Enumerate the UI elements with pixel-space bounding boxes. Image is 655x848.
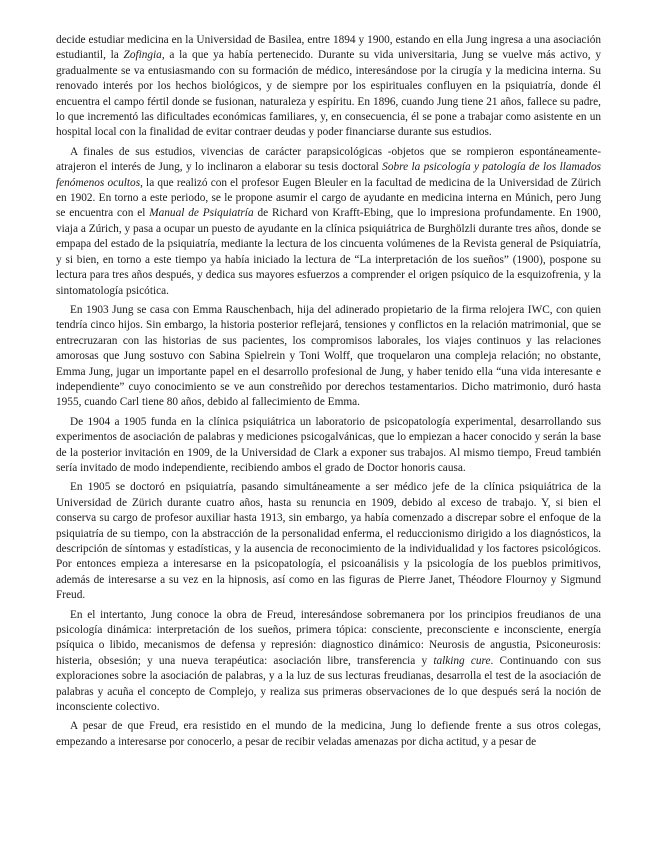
paragraph-3 [56, 303, 601, 411]
paragraph-6 [56, 608, 601, 716]
italic-segment: Zofingia [123, 49, 162, 62]
text-segment: decide estudiar medicina en la Universidad de Basilea, entre 1894 y 1900, estando en ella Jung ingresa a una asociación estudiantil, la [56, 34, 601, 62]
italic-segment: talking cure [433, 654, 491, 667]
text-segment: En el intertanto, Jung conoce la obra de Freud, interesándose sobremanera por los principios freudianos de una psicología dinámica: interpretación de los sueños, primera tópica: consciente, preconsciente e inconsciente, energía psíquica o libido, mecanismos de defensa y represión: diagnostico dinámico: Neurosis de angustia, Psiconeurosis: histeria, obsesión; y una nueva terapéutica: asociación libre, transferencia y [56, 608, 601, 667]
italic-segment: Manual de Psiquiatría [149, 207, 254, 220]
paragraph-1 [56, 33, 601, 141]
italic-segment: Sobre la psicología y patología de los llamados fenómenos ocultos [56, 161, 602, 189]
text-segment: , a la que ya había pertenecido. Durante su vida universitaria, Jung se vuelve más activo, y gradualmente se va entusiasmando con su formación de médico, interesándose por la cirugía y la medicina interna. Su renovado interés por los hechos biológicos, y de siempre por los espirituales confluyen en la psiquiatría, donde él encuentra el campo fértil donde se fusionan, naturaleza y espíritu. En 1896, cuando Jung tiene 21 años, fallece su padre, lo que incrementó las dificultades económicas familiares, y, en consecuencia, él se pone a trabajar como asistente en un hospital local con la finalidad de evitar contraer deudas y poder financiarse durante sus estudios. [56, 49, 601, 139]
text-segment: , la que realizó con el profesor Eugen Bleuler en la facultad de medicina de la Universidad de Zürich en 1902. En torno a este periodo, se le propone asumir el cargo de ayudante en medicina interna en Múnich, pero Jung se encuentra con el [56, 176, 601, 220]
text-segment: En 1905 se doctoró en psiquiatría, pasando simultáneamente a ser médico jefe de la clínica psiquiátrica de la Universidad de Zürich durante cuatro años, hasta su renuncia en 1909, debido al exceso de trabajo. Y, si bien el conserva su cargo de profesor auxiliar hasta 1913, sin embargo, ya había comenzado a discrepar sobre el enfoque de la psiquiatría de su tiempo, con la abstracción de la personalidad enferma, el reduccionismo dirigido a los diagnósticos, la descripción de síntomas y estadísticas, y la ausencia de reconocimiento de la individualidad y los factores psicológicos. Por entonces empieza a interesarse en la psicopatología, el psicoanálisis y la psicología de los pueblos primitivos, además de interesarse a su vez en la hipnosis, así como en las figuras de Pierre Janet, Théodore Flournoy y Sigmund Freud. [56, 481, 601, 602]
paragraph-7 [56, 719, 601, 750]
paragraph-2 [56, 145, 601, 299]
document-page [56, 33, 601, 754]
paragraph-5 [56, 480, 601, 603]
text-segment: . Continuando con sus exploraciones sobre la asociación de palabras, y a la luz de sus lecturas freudianas, desarrolla el test de la asociación de palabras y acuña el concepto de Complejo, y realiza sus primeras observaciones de lo que después será la noción de inconsciente colectivo. [56, 654, 602, 714]
text-segment: A finales de sus estudios, vivencias de carácter parapsicológicas -objetos que se rompieron espontáneamente- atrajeron el interés de Jung, y lo inclinaron a elaborar su tesis doctoral [56, 145, 601, 174]
text-segment: De 1904 a 1905 funda en la clínica psiquiátrica un laboratorio de psicopatología experimental, desarrollando sus experimentos de asociación de palabras y mediciones psicogalvánicas, que lo empiezan a hacer conocido y serán la base de la posterior invitación en 1909, de la Universidad de Clark a exponer sus trabajos. Al mismo tiempo, Freud también sería invitado de modo independiente, recibiendo ambos el grado de Doctor honoris causa. [56, 415, 601, 474]
text-segment: de Richard von Krafft-Ebing, que lo impresiona profundamente. En 1900, viaja a Zúrich, y pasa a ocupar un puesto de ayudante en la clínica psiquiátrica de Burghölzli durante tres años, donde se empapa del estado de la psiquiatría, mediante la lectura de los cincuenta volúmenes de la Revista general de Psiquiatría, y si bien, en torno a este tiempo ya había iniciado la lectura de “La interpretación de los sueños” (1900), pospone su lectura para tres años después, y dedica sus mayores esfuerzos a comprender el origen psíquico de la esquizofrenia, y la sintomatología psicótica. [56, 207, 601, 297]
text-segment: A pesar de que Freud, era resistido en el mundo de la medicina, Jung lo defiende frente a sus otros colegas, empezando a interesarse por conocerlo, a pesar de recibir veladas amenazas por dicha actitud, y a pesar de [56, 720, 601, 748]
text-segment: En 1903 Jung se casa con Emma Rauschenbach, hija del adinerado propietario de la firma relojera IWC, con quien tendría cinco hijos. Sin embargo, la historia posterior reflejará, tensiones y conflictos en la relación matrimonial, que se entrecruzaran con las historias de sus pacientes, los compromisos laborales, los viajes continuos y las relaciones amorosas que Jung sostuvo con Sabina Spielrein y Toni Wolff, que troquelaron una compleja relación; no obstante, Emma Jung, jugar un importante papel en el desarrollo profesional de Jung, y haber tenido ella “una vida interesante e independiente” cuyo conocimiento se ve aun constreñido por derechos testamentarios. Dicho matrimonio, duró hasta 1955, cuando Carl tiene 80 años, debido al fallecimiento de Emma. [56, 303, 601, 409]
paragraph-4 [56, 415, 601, 477]
